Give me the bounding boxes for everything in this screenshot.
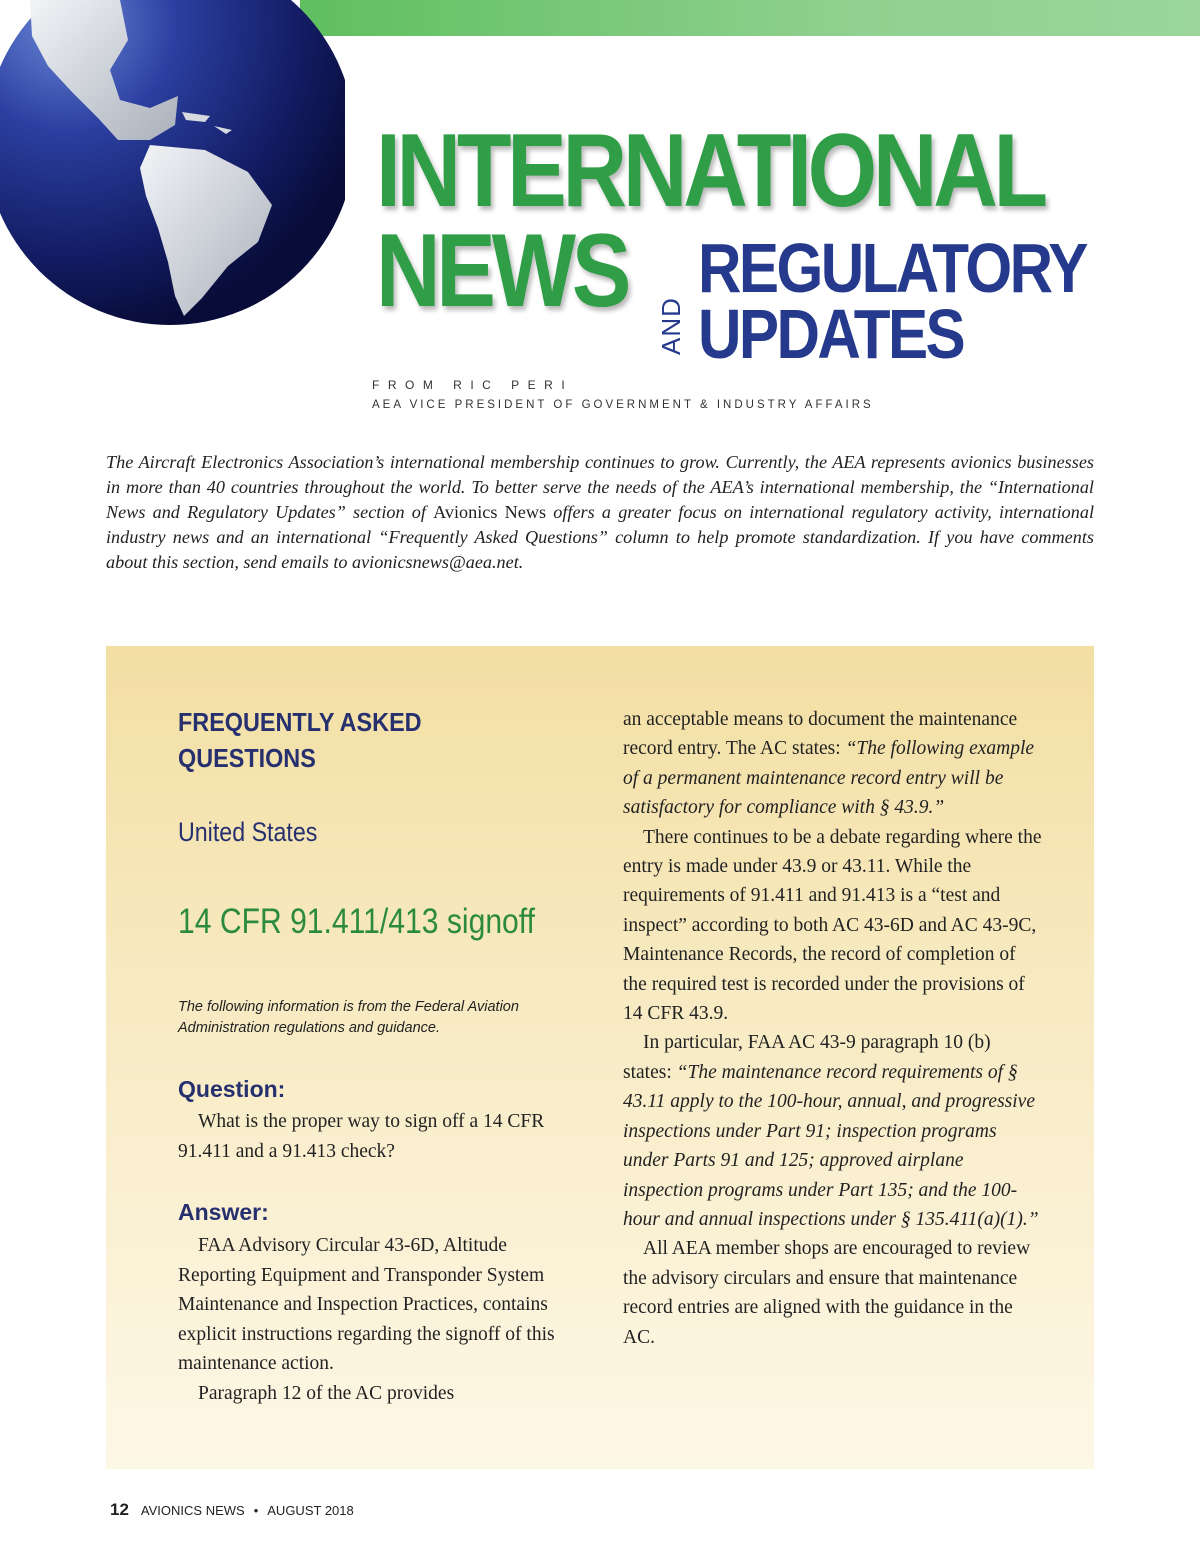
faq-heading-line1: FREQUENTLY ASKED — [178, 707, 422, 737]
byline-author: FROM RIC PERI — [372, 378, 574, 392]
title-regulatory: REGULATORY — [698, 229, 1086, 307]
footer-issue: AUGUST 2018 — [267, 1503, 354, 1518]
top-accent-bar — [300, 0, 1200, 36]
answer-paragraph-1: FAA Advisory Circular 43-6D, Altitude Reporting Equipment and Transponder System Maintenance and Inspection Practices, contains explicit instructions regarding the signoff of this maintenance action. — [178, 1235, 555, 1374]
country-heading: United States — [178, 817, 318, 847]
globe-icon — [0, 0, 345, 330]
answer-continued — [623, 705, 1043, 1352]
faq-heading — [178, 704, 578, 776]
answer-label: Answer: — [178, 1199, 269, 1225]
right-paragraph-2: There continues to be a debate regarding where the entry is made under 43.9 or 43.11. While the requirements of 91.411 and 91.413 is a “test and inspect” according to both AC 43-6D and AC 43-9C, Maintenance Records, the record of completion of the required test is recorded under the provisions of 14 CFR 43.9. — [623, 826, 1042, 1025]
intro-publication: Avionics News — [433, 502, 547, 522]
page-number: 12 — [110, 1500, 129, 1519]
intro-paragraph — [106, 450, 1094, 575]
footer-separator: • — [253, 1503, 259, 1518]
topic-heading: 14 CFR 91.411/413 signoff — [178, 902, 535, 941]
info-note: The following information is from the Federal Aviation Administration regulations and guidance. — [178, 999, 519, 1036]
answer-text — [178, 1231, 578, 1408]
question-paragraph: What is the proper way to sign off a 14 CFR 91.411 and a 91.413 check? — [178, 1111, 545, 1162]
right-p1-quote: “The following example of a permanent maintenance record entry will be satisfactory for compliance with § 43.9.” — [623, 738, 1035, 819]
footer-publication: AVIONICS NEWS — [140, 1503, 245, 1518]
byline-role: AEA VICE PRESIDENT OF GOVERNMENT & INDUSTRY AFFAIRS — [372, 399, 874, 411]
question-text — [178, 1107, 578, 1166]
right-paragraph-4: All AEA member shops are encouraged to review the advisory circulars and ensure that maintenance record entries are aligned with the guidance in the AC. — [623, 1238, 1031, 1348]
intro-text-2: offers a greater focus on international regulatory activity, international industry news and an international “Frequently Asked Questions” column to help promote standardization. If you have comments about this section, send emails to avionicsnews@aea.net. — [106, 502, 1094, 572]
right-p3-quote: “The maintenance record requirements of § 43.11 apply to the 100-hour, annual, and progressive inspections under Part 91; inspection programs under Parts 91 and 125; approved airplane inspection programs under Part 135; and the 100-hour and annual inspections under § 135.411(a)(1).” — [623, 1061, 1039, 1230]
page-footer — [110, 1500, 354, 1520]
faq-heading-line2: QUESTIONS — [178, 743, 316, 773]
intro-text-1: The Aircraft Electronics Association’s international membership continues to grow. Currently, the AEA represents avionics businesses in more than 40 countries throughout the world. To better serve the needs of the AEA’s international membership, the “International News and Regulatory Updates” section of — [106, 452, 1094, 522]
right-p3-text: In particular, FAA AC 43-9 paragraph 10 (b) states: — [623, 1032, 991, 1083]
question-label: Question: — [178, 1076, 286, 1102]
right-paragraph-3 — [623, 1028, 1043, 1234]
right-paragraph-1 — [623, 705, 1043, 823]
section-title — [370, 113, 1130, 373]
title-updates: UPDATES — [698, 295, 964, 373]
title-news: NEWS — [376, 213, 628, 329]
title-and: AND — [656, 297, 686, 355]
right-p1-text: an acceptable means to document the maintenance record entry. The AC states: — [623, 709, 1018, 760]
answer-paragraph-2: Paragraph 12 of the AC provides — [198, 1382, 455, 1404]
title-international: INTERNATIONAL — [376, 113, 1044, 229]
